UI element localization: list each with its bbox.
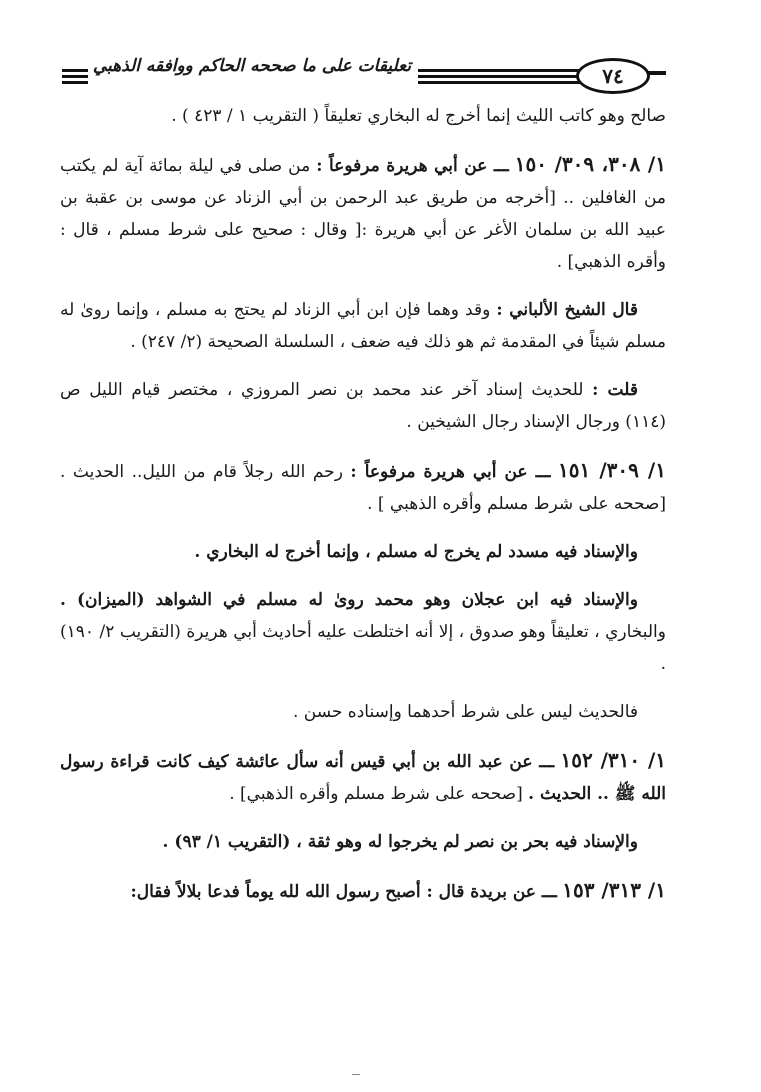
- hadith-heading: ـــ عن أبي هريرة مرفوعاً :: [350, 462, 551, 482]
- note-text: للحديث إسناد آخر عند محمد بن نصر المروزي ، مختصر قيام الليل ص (١١٤) ورجال الإسناد رجال الشيخين .: [60, 380, 666, 432]
- header-title: تعليقات على ما صححه الحاكم ووافقه الذهبي: [92, 56, 412, 76]
- hadith-heading: ـــ عن بريدة قال : أصبح رسول الله لله يوماً فدعا بلالاً فقال:: [130, 882, 557, 902]
- isnad-heading: والإسناد فيه ابن عجلان وهو محمد روىٰ له مسلم في الشواهد (الميزان) .: [60, 590, 638, 610]
- hadith-text: [صححه على شرط مسلم وأقره الذهبي] .: [229, 784, 529, 804]
- author-note: [60, 374, 666, 438]
- header-rule-left: [62, 69, 88, 87]
- hadith-151: [60, 454, 666, 520]
- page-body: [60, 100, 666, 908]
- paragraph-text: صالح وهو كاتب الليث إنما أخرج له البخاري تعليقاً ( التقريب ١ / ٤٢٣ ) .: [171, 106, 666, 126]
- hadith-heading: ـــ عن أبي هريرة مرفوعاً :: [316, 156, 509, 176]
- isnad-note-1: [60, 536, 666, 568]
- isnad-note-2: [60, 584, 666, 680]
- isnad-heading: والإسناد فيه مسدد لم يخرج له مسلم ، وإنما أخرج له البخاري .: [194, 542, 638, 562]
- hadith-number: ١/ ٣١٠/ ١٥٢: [560, 748, 666, 772]
- conclusion-text: فالحديث ليس على شرط أحدهما وإسناده حسن .: [292, 702, 638, 722]
- paragraph-1: [60, 100, 666, 132]
- note-heading: قلت :: [592, 380, 638, 400]
- hadith-number: ١/ ٣١٣/ ١٥٣: [562, 878, 666, 902]
- hadith-text: من صلى في ليلة بمائة آية لم يكتب من الغافلين .. [أخرجه من طريق عبد الرحمن بن أبي الزناد عن موسى بن عقبة بن عبيد الله بن سلمان الأغر عن أبي هريرة :[ وقال : صحيح على شرط مسلم ، قال : وأقره الذهبي] .: [60, 156, 666, 272]
- isnad-note-3: [60, 826, 666, 858]
- running-header: [62, 50, 666, 96]
- hadith-150: [60, 148, 666, 278]
- albani-comment: [60, 294, 666, 358]
- hadith-text: رحم الله رجلاً قام من الليل.. الحديث . [صححه على شرط مسلم وأقره الذهبي ] .: [60, 462, 666, 514]
- hadith-number: ١/ ٣٠٨، ٣٠٩/ ١٥٠: [514, 152, 666, 176]
- bottom-mark: [352, 1074, 360, 1075]
- comment-heading: قال الشيخ الألباني :: [496, 300, 638, 320]
- conclusion: [60, 696, 666, 728]
- hadith-152: [60, 744, 666, 810]
- hadith-153: [60, 874, 666, 908]
- header-rule-right: [418, 69, 588, 87]
- isnad-text: والبخاري ، تعليقاً وهو صدوق ، إلا أنه اختلطت عليه أحاديث أبي هريرة (التقريب ٢/ ١٩٠) .: [60, 622, 666, 674]
- hadith-heading: ـــ عن عبد الله بن أبي قيس أنه سأل عائشة كيف كانت قراءة رسول الله ﷺ .. الحديث .: [60, 752, 666, 804]
- comment-text: وقد وهما فإن ابن أبي الزناد لم يحتج به مسلم ، وإنما روىٰ له مسلم شيئاً في المقدمة ثم هو ذلك فيه ضعف ، السلسلة الصحيحة (٢/ ٢٤٧) .: [60, 300, 666, 352]
- isnad-heading: والإسناد فيه بحر بن نصر لم يخرجوا له وهو ثقة ، (التقريب ١/ ٩٣) .: [162, 832, 638, 852]
- page-number: ٧٤: [576, 58, 650, 94]
- hadith-number: ١/ ٣٠٩/ ١٥١: [558, 458, 666, 482]
